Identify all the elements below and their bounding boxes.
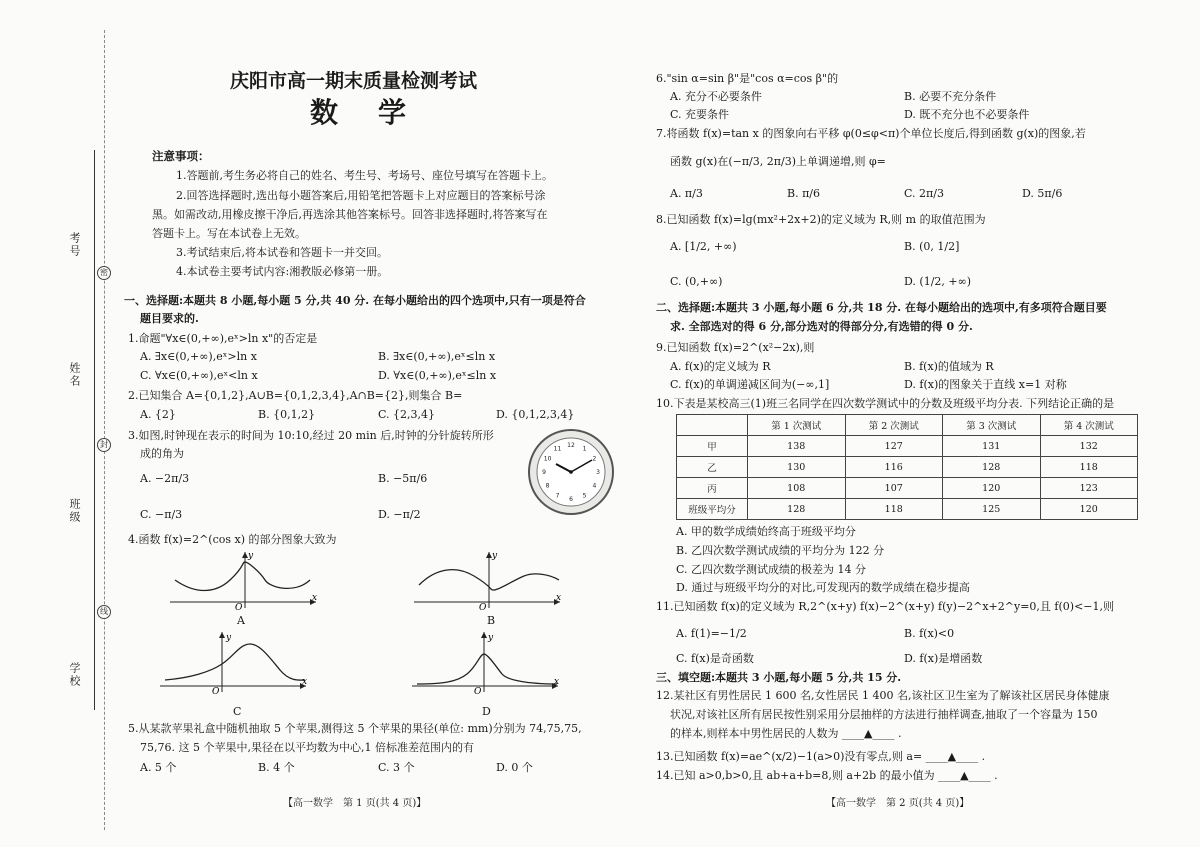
table-header-cell: 第 1 次测试 bbox=[748, 415, 846, 436]
table-cell: 甲 bbox=[677, 436, 748, 457]
table-cell: 120 bbox=[943, 478, 1041, 499]
binding-dashed-line bbox=[104, 30, 105, 830]
q2-option-c: C. {2,3,4} bbox=[378, 408, 436, 421]
table-cell: 123 bbox=[1040, 478, 1138, 499]
q4-graph-c bbox=[160, 630, 310, 695]
q7-option-c: C. 2π/3 bbox=[904, 187, 944, 200]
exam-title: 庆阳市高一期末质量检测考试 bbox=[230, 70, 478, 92]
svg-text:O: O bbox=[235, 603, 243, 610]
q1-option-c: C. ∀x∈(0,+∞),eˣ<ln x bbox=[140, 369, 258, 382]
clock-numeral: 12 bbox=[567, 442, 575, 449]
table-cell: 131 bbox=[943, 436, 1041, 457]
svg-text:O: O bbox=[479, 603, 487, 610]
q3-stem-line1: 3.如图,时钟现在表示的时间为 10:10,经过 20 min 后,时钟的分针旋转所形 bbox=[128, 429, 494, 442]
svg-text:x: x bbox=[312, 593, 318, 603]
q12-line1: 12.某社区有男性居民 1 600 名,女性居民 1 400 名,该社区卫生室为了解该社区居民身体健康 bbox=[656, 689, 1110, 702]
footer-left: 【高一数学 第 1 页(共 4 页)】 bbox=[283, 798, 427, 809]
q6-option-c: C. 充要条件 bbox=[670, 108, 730, 121]
clock-numeral: 9 bbox=[542, 469, 546, 476]
q9-option-b: B. f(x)的值域为 R bbox=[904, 360, 994, 373]
q4-stem: 4.函数 f(x)=2^(cos x) 的部分图象大致为 bbox=[128, 533, 337, 546]
q3-option-c: C. −π/3 bbox=[140, 508, 183, 521]
q10-option-b: B. 乙四次数学测试成绩的平均分为 122 分 bbox=[676, 544, 885, 557]
q7-option-d: D. 5π/6 bbox=[1022, 187, 1063, 200]
clock-numeral: 6 bbox=[569, 496, 573, 503]
q10-stem: 10.下表是某校高三(1)班三名同学在四次数学测试中的分数及班级平均分表. 下列结论正确的是 bbox=[656, 397, 1115, 410]
table-cell: 130 bbox=[748, 457, 846, 478]
q12-line3: 的样本,则样本中男性居民的人数为 ____▲____ . bbox=[670, 727, 902, 740]
q6-option-b: B. 必要不充分条件 bbox=[904, 90, 997, 103]
q8-option-a: A. [1/2, +∞) bbox=[670, 240, 737, 253]
q9-stem: 9.已知函数 f(x)=2^(x²−2x),则 bbox=[656, 341, 815, 354]
svg-text:O: O bbox=[474, 687, 482, 695]
q6-option-a: A. 充分不必要条件 bbox=[670, 90, 762, 103]
table-header-cell: 第 2 次测试 bbox=[845, 415, 943, 436]
svg-text:y: y bbox=[226, 633, 232, 643]
q7-stem-line2: 函数 g(x)在(−π/3, 2π/3)上单调递增,则 φ= bbox=[670, 155, 886, 168]
q2-option-d: D. {0,1,2,3,4} bbox=[496, 408, 575, 421]
svg-text:x: x bbox=[554, 677, 560, 687]
q5-option-d: D. 0 个 bbox=[496, 761, 533, 774]
q6-stem: 6."sin α=sin β"是"cos α=cos β"的 bbox=[656, 72, 839, 85]
q7-stem-line1: 7.将函数 f(x)=tan x 的图象向右平移 φ(0≤φ<π)个单位长度后,得到函数 g(x)的图象,若 bbox=[656, 127, 1086, 140]
table-row bbox=[677, 457, 1138, 478]
table-row bbox=[677, 499, 1138, 520]
binding-solid-line bbox=[94, 150, 95, 710]
kaohao-label: 考号 bbox=[68, 232, 81, 258]
clock-numeral: 11 bbox=[553, 445, 562, 453]
table-cell: 107 bbox=[845, 478, 943, 499]
table-cell: 118 bbox=[845, 499, 943, 520]
q4-graph-a bbox=[170, 550, 320, 610]
note-2b: 黑。如需改动,用橡皮擦干净后,再选涂其他答案标号。回答非选择题时,将答案写在 bbox=[152, 208, 548, 221]
section-1-header-cont: 题目要求的. bbox=[140, 312, 199, 325]
q2-stem: 2.已知集合 A={0,1,2},A∪B={0,1,2,3,4},A∩B={2},则集合 B= bbox=[128, 389, 463, 402]
q5-stem-line1: 5.从某款苹果礼盒中随机抽取 5 个苹果,测得这 5 个苹果的果径(单位: mm)分别为 74,75,75, bbox=[128, 722, 582, 735]
xuexiao-label: 学校 bbox=[68, 662, 81, 688]
seal-mi: 密 bbox=[97, 266, 111, 280]
q8-option-c: C. (0,+∞) bbox=[670, 275, 723, 288]
table-cell: 120 bbox=[1040, 499, 1138, 520]
note-2a: 2.回答选择题时,选出每小题答案后,用铅笔把答题卡上对应题目的答案标号涂 bbox=[176, 189, 546, 202]
seal-feng: 封 bbox=[97, 438, 111, 452]
table-cell: 班级平均分 bbox=[677, 499, 748, 520]
table-cell: 127 bbox=[845, 436, 943, 457]
q4-graph-d-label: D bbox=[482, 705, 491, 718]
clock-numeral: 4 bbox=[592, 482, 597, 490]
table-cell: 125 bbox=[943, 499, 1041, 520]
q8-stem: 8.已知函数 f(x)=lg(mx²+2x+2)的定义域为 R,则 m 的取值范围为 bbox=[656, 213, 986, 226]
q2-option-a: A. {2} bbox=[140, 408, 176, 421]
notes-heading: 注意事项： bbox=[152, 149, 210, 163]
q10-score-table bbox=[676, 414, 1138, 520]
table-cell: 108 bbox=[748, 478, 846, 499]
q7-option-b: B. π/6 bbox=[787, 187, 821, 200]
q6-option-d: D. 既不充分也不必要条件 bbox=[904, 108, 1030, 121]
q11-option-a: A. f(1)=−1/2 bbox=[676, 627, 747, 640]
svg-text:y: y bbox=[488, 633, 494, 643]
q8-option-b: B. (0, 1/2] bbox=[904, 240, 960, 253]
clock-numeral: 8 bbox=[545, 482, 550, 490]
section-2-header-cont: 求. 全部选对的得 6 分,部分选对的得部分分,有选错的得 0 分. bbox=[670, 320, 973, 333]
table-row bbox=[677, 436, 1138, 457]
table-header-cell bbox=[677, 415, 748, 436]
q14-stem: 14.已知 a>0,b>0,且 ab+a+b=8,则 a+2b 的最小值为 ____▲____ . bbox=[656, 769, 998, 782]
q3-option-a: A. −2π/3 bbox=[140, 472, 190, 485]
banji-label: 班级 bbox=[68, 498, 81, 524]
note-1: 1.答题前,考生务必将自己的姓名、考生号、考场号、座位号填写在答题卡上。 bbox=[176, 169, 553, 182]
q4-graph-b-label: B bbox=[487, 614, 496, 627]
table-cell: 116 bbox=[845, 457, 943, 478]
table-cell: 乙 bbox=[677, 457, 748, 478]
section-3-header: 三、填空题:本题共 3 小题,每小题 5 分,共 15 分. bbox=[656, 671, 902, 684]
q3-option-d: D. −π/2 bbox=[378, 508, 421, 521]
table-cell: 128 bbox=[943, 457, 1041, 478]
exam-subject: 数 学 bbox=[310, 96, 413, 129]
table-cell: 132 bbox=[1040, 436, 1138, 457]
q11-option-d: D. f(x)是增函数 bbox=[904, 652, 983, 665]
seal-xian: 线 bbox=[97, 605, 111, 619]
q7-option-a: A. π/3 bbox=[670, 187, 703, 200]
q1-stem: 1.命题"∀x∈(0,+∞),eˣ>ln x"的否定是 bbox=[128, 332, 318, 345]
clock-numeral: 3 bbox=[596, 469, 600, 476]
q11-option-b: B. f(x)<0 bbox=[904, 627, 955, 640]
svg-text:x: x bbox=[556, 593, 562, 603]
table-cell: 138 bbox=[748, 436, 846, 457]
q11-option-c: C. f(x)是奇函数 bbox=[676, 652, 754, 665]
clock-numeral: 2 bbox=[592, 455, 597, 463]
table-cell: 128 bbox=[748, 499, 846, 520]
section-1-header: 一、选择题:本题共 8 小题,每小题 5 分,共 40 分. 在每小题给出的四个选项中,只有一项是符合 bbox=[124, 294, 586, 307]
clock-numeral: 7 bbox=[555, 492, 560, 500]
q4-graph-d bbox=[412, 630, 562, 695]
q13-stem: 13.已知函数 f(x)=ae^(x/2)−1(a>0)没有零点,则 a= ____▲____ . bbox=[656, 750, 986, 763]
xingming-label: 姓名 bbox=[68, 362, 81, 388]
note-4: 4.本试卷主要考试内容:湘教版必修第一册。 bbox=[176, 265, 389, 278]
q11-stem: 11.已知函数 f(x)的定义域为 R,2^(x+y) f(x)−2^(x+y) f(y)−2^x+2^y=0,且 f(0)<−1,则 bbox=[656, 600, 1114, 613]
table-cell: 丙 bbox=[677, 478, 748, 499]
q3-option-b: B. −5π/6 bbox=[378, 472, 428, 485]
table-header-cell: 第 4 次测试 bbox=[1040, 415, 1138, 436]
table-header-cell: 第 3 次测试 bbox=[943, 415, 1041, 436]
svg-text:y: y bbox=[492, 551, 498, 561]
q4-graph-c-label: C bbox=[233, 705, 242, 718]
svg-text:O: O bbox=[212, 687, 220, 695]
svg-text:y: y bbox=[248, 551, 254, 561]
q1-option-a: A. ∃x∈(0,+∞),eˣ>ln x bbox=[140, 350, 257, 363]
footer-right: 【高一数学 第 2 页(共 4 页)】 bbox=[826, 798, 970, 809]
q5-option-c: C. 3 个 bbox=[378, 761, 415, 774]
q5-option-a: A. 5 个 bbox=[140, 761, 177, 774]
q5-stem-line2: 75,76. 这 5 个苹果中,果径在以平均数为中心,1 倍标准差范围内的有 bbox=[140, 741, 474, 754]
table-row bbox=[677, 478, 1138, 499]
q4-graph-a-label: A bbox=[237, 614, 245, 627]
table-header-row bbox=[677, 415, 1138, 436]
clock-numeral: 5 bbox=[582, 492, 587, 500]
q10-option-c: C. 乙四次数学测试成绩的极差为 14 分 bbox=[676, 563, 867, 576]
q9-option-c: C. f(x)的单调递减区间为(−∞,1] bbox=[670, 378, 830, 391]
clock-figure bbox=[526, 427, 616, 517]
note-2c: 答题卡上。写在本试卷上无效。 bbox=[152, 227, 306, 240]
q4-graph-b bbox=[414, 550, 564, 610]
clock-numeral: 1 bbox=[582, 445, 587, 453]
q5-option-b: B. 4 个 bbox=[258, 761, 295, 774]
q9-option-a: A. f(x)的定义域为 R bbox=[670, 360, 771, 373]
q12-line2: 状况,对该社区所有居民按性别采用分层抽样的方法进行抽样调查,抽取了一个容量为 150 bbox=[670, 708, 1098, 721]
q1-option-b: B. ∃x∈(0,+∞),eˣ≤ln x bbox=[378, 350, 496, 363]
table-cell: 118 bbox=[1040, 457, 1138, 478]
q9-option-d: D. f(x)的图象关于直线 x=1 对称 bbox=[904, 378, 1067, 391]
q1-option-d: D. ∀x∈(0,+∞),eˣ≤ln x bbox=[378, 369, 497, 382]
q8-option-d: D. (1/2, +∞) bbox=[904, 275, 972, 288]
q10-option-d: D. 通过与班级平均分的对比,可发现丙的数学成绩在稳步提高 bbox=[676, 581, 970, 594]
q2-option-b: B. {0,1,2} bbox=[258, 408, 316, 421]
clock-numeral: 10 bbox=[543, 455, 552, 463]
svg-text:x: x bbox=[302, 677, 308, 687]
q10-option-a: A. 甲的数学成绩始终高于班级平均分 bbox=[676, 525, 856, 538]
q3-stem-line2: 成的角为 bbox=[140, 447, 184, 460]
section-2-header: 二、选择题:本题共 3 小题,每小题 6 分,共 18 分. 在每小题给出的选项中,有多项符合题目要 bbox=[656, 301, 1107, 314]
note-3: 3.考试结束后,将本试卷和答题卡一并交回。 bbox=[176, 246, 388, 259]
